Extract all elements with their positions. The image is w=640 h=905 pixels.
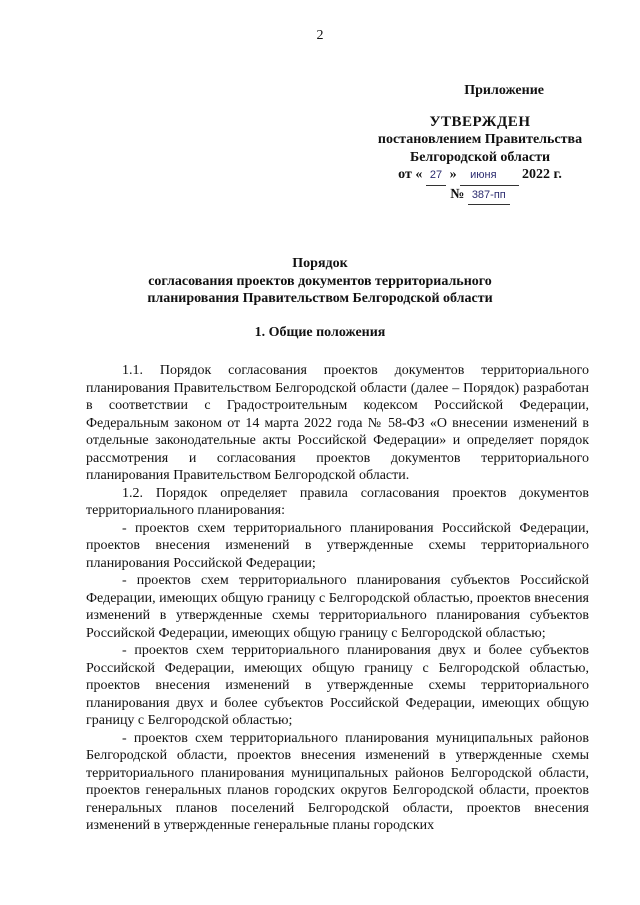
approval-block bbox=[360, 82, 600, 205]
paragraph: 1.2. Порядок определяет правила согласования проектов документов территориального планирования: bbox=[86, 485, 589, 518]
approval-number bbox=[360, 186, 600, 206]
page-number: 2 bbox=[316, 28, 324, 43]
approval-line-2: Белгородской области bbox=[409, 149, 551, 165]
list-item: - проектов схем территориального планирования Российской Федерации, проектов внесения изменений в утвержденные схемы территориального планирования Российской Федерации; bbox=[86, 520, 589, 571]
number-value: 387-пп bbox=[468, 187, 510, 206]
approved-heading: УТВЕРЖДЕН bbox=[429, 113, 531, 130]
number-prefix: № bbox=[450, 186, 465, 202]
body-text bbox=[86, 362, 589, 835]
document-title bbox=[0, 255, 640, 308]
list-item: - проектов схем территориального планирования муниципальных районов Белгородской области, проектов внесения изменений в утвержденные схемы территориального планирования муниципальных районов Белгородской области, проектов генеральных планов городских округов Белгородской области, проектов генеральных планов поселений Белгородской области, проектов внесения изменений в утвержденные генеральные планы городских bbox=[86, 730, 589, 833]
section-title: 1. Общие положения bbox=[254, 325, 386, 340]
date-year: 2022 г. bbox=[522, 167, 562, 182]
title-line-2: согласования проектов документов территориального bbox=[148, 273, 492, 289]
appendix-label: Приложение bbox=[464, 83, 544, 98]
list-item: - проектов схем территориального планирования субъектов Российской Федерации, имеющих общую границу с Белгородской областью, проектов внесения изменений в утвержденные схемы территориального планирования субъектов Российской Федерации, имеющих общую границу с Белгородской областью; bbox=[86, 573, 589, 641]
date-month: июня bbox=[460, 167, 518, 186]
date-prefix: от « bbox=[398, 167, 423, 182]
title-line-3: планирования Правительством Белгородской области bbox=[147, 291, 493, 306]
approval-date bbox=[360, 166, 600, 186]
title-line-1: Порядок bbox=[292, 256, 348, 271]
date-mid: » bbox=[449, 167, 457, 182]
approval-line-1: постановлением Правительства bbox=[377, 132, 583, 147]
paragraph: 1.1. Порядок согласования проектов документов территориального планирования Правительством Белгородской области (далее – Порядок) разработан в соответствии с Градостроительным кодексом Российской Федерации, Федеральным законом от 14 марта 2022 года № 58-ФЗ «О внесении изменений в отдельные законодательные акты Российской Федерации» и определяет порядок рассмотрения и согласования проектов документов территориального планирования Правительством Белгородской области. bbox=[86, 363, 589, 483]
date-day: 27 bbox=[426, 167, 446, 186]
list-item: - проектов схем территориального планирования двух и более субъектов Российской Федерации, имеющих общую границу с Белгородской областью, проектов внесения изменений в утвержденные схемы территориального планирования двух и более субъектов Российской Федерации, имеющих общую границу с Белгородской областью; bbox=[86, 643, 589, 728]
